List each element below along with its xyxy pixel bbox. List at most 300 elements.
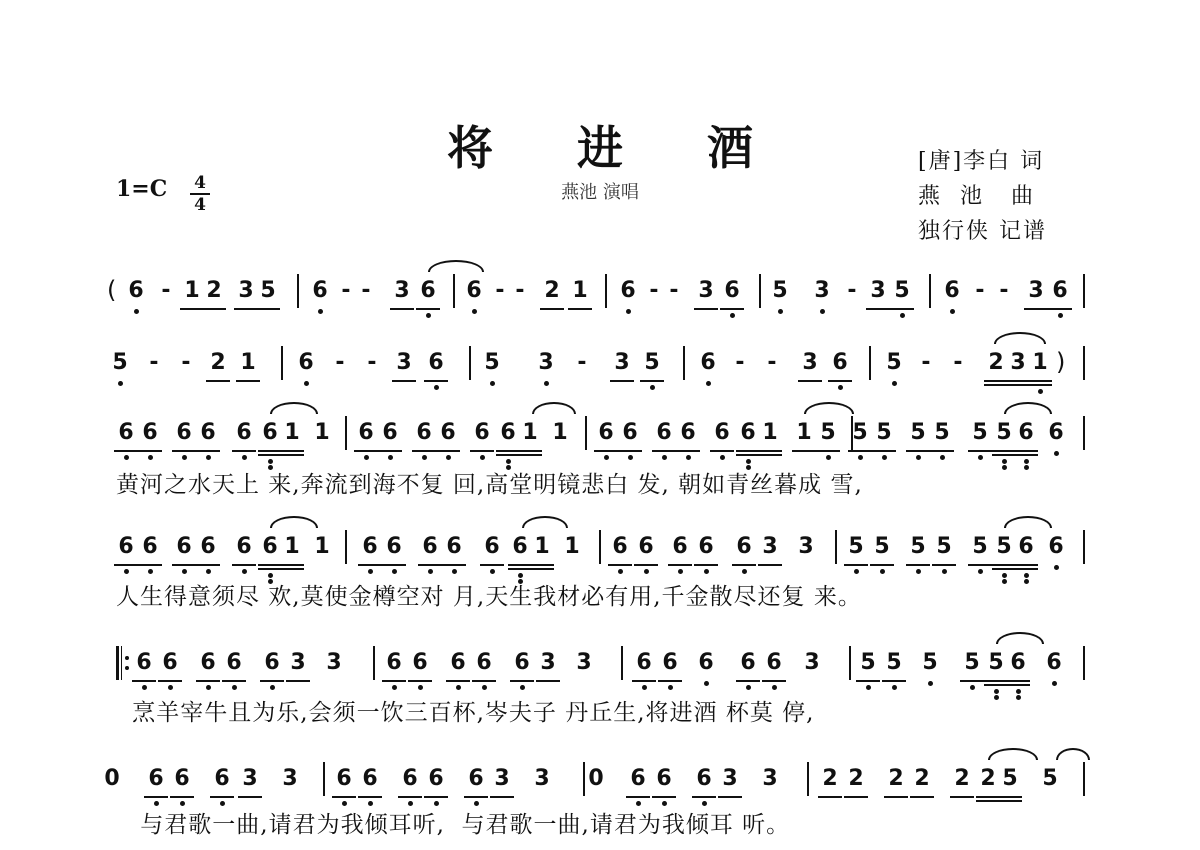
slur-arc — [428, 260, 484, 272]
note: 6 — [142, 420, 158, 445]
meter-top: 4 — [194, 173, 206, 193]
underline — [132, 680, 156, 682]
octave-dot — [950, 309, 955, 314]
dash-extension: - — [335, 350, 345, 375]
note: 6 — [446, 534, 462, 559]
meter-bottom: 4 — [194, 195, 206, 215]
octave-dot — [318, 309, 323, 314]
note: 6 — [386, 534, 402, 559]
note: 2 — [888, 766, 904, 791]
dash-extension: - — [735, 350, 745, 375]
underline — [870, 564, 894, 566]
note: 6 — [500, 420, 516, 445]
octave-dot — [838, 385, 843, 390]
dash-extension: - — [181, 350, 191, 375]
octave-dot — [826, 455, 831, 460]
underline — [1006, 384, 1030, 386]
octave-dot — [232, 685, 237, 690]
octave-dot — [418, 685, 423, 690]
note: 6 — [174, 766, 190, 791]
underline — [668, 564, 692, 566]
note: 5 — [996, 420, 1012, 445]
octave-dot — [456, 685, 461, 690]
dash-extension: - — [847, 278, 857, 303]
note: 5 — [910, 534, 926, 559]
key-signature: 1=C — [116, 176, 168, 202]
underline — [758, 450, 782, 452]
barline — [1083, 274, 1085, 308]
octave-dot — [134, 309, 139, 314]
note: 6 — [200, 420, 216, 445]
transcriber-credit: 独行侠 记谱 — [918, 219, 1047, 244]
note: 1 — [534, 534, 550, 559]
octave-dot — [206, 569, 211, 574]
barline — [469, 346, 471, 380]
underline — [828, 380, 852, 382]
underline — [658, 680, 682, 682]
note: 5 — [848, 534, 864, 559]
underline — [866, 308, 890, 310]
underline — [884, 796, 908, 798]
underline — [138, 450, 162, 452]
underline — [968, 450, 992, 452]
note: 6 — [698, 650, 714, 675]
note: 5 — [820, 420, 836, 445]
note: 3 — [538, 350, 554, 375]
note: 6 — [740, 650, 756, 675]
underline — [540, 308, 564, 310]
underline — [1028, 380, 1052, 382]
underline — [408, 680, 432, 682]
barline — [605, 274, 607, 308]
octave-dot — [482, 685, 487, 690]
note: 3 — [534, 766, 550, 791]
octave-dot — [142, 685, 147, 690]
note: 6 — [382, 420, 398, 445]
octave-dot — [472, 309, 477, 314]
slur-arc — [270, 402, 318, 414]
note: 5 — [860, 650, 876, 675]
underline — [280, 564, 304, 566]
note: 6 — [298, 350, 314, 375]
lyric-line-1: 黄河之水天上 来,奔流到海不复 回,高堂明镜悲白 发, 朝如青丝暮成 雪, — [116, 472, 863, 498]
underline — [694, 308, 718, 310]
underline — [984, 380, 1008, 382]
octave-dot — [900, 313, 905, 318]
underline — [792, 450, 816, 452]
note: 1 — [1032, 350, 1048, 375]
slur-arc — [996, 632, 1044, 644]
note: 5 — [894, 278, 910, 303]
note: 6 — [416, 420, 432, 445]
underline — [1006, 684, 1030, 686]
underline — [490, 796, 514, 798]
underline — [932, 564, 956, 566]
underline — [496, 454, 520, 456]
underline — [172, 564, 196, 566]
octave-dot — [168, 685, 173, 690]
note: 1 — [796, 420, 812, 445]
underline — [976, 800, 1000, 802]
underline — [442, 564, 466, 566]
note: 5 — [874, 534, 890, 559]
note: 5 — [112, 350, 128, 375]
note: 5 — [996, 534, 1012, 559]
note: 5 — [910, 420, 926, 445]
underline — [258, 564, 282, 566]
octave-dot — [628, 455, 633, 460]
octave-dot — [858, 455, 863, 460]
note: 6 — [474, 420, 490, 445]
octave-dot — [392, 685, 397, 690]
octave-dot — [720, 455, 725, 460]
barline — [1083, 530, 1085, 564]
octave-dot — [746, 459, 751, 464]
barline — [297, 274, 299, 308]
octave-dot — [866, 685, 871, 690]
octave-dot — [242, 569, 247, 574]
note: 6 — [698, 534, 714, 559]
note: 6 — [440, 420, 456, 445]
underline — [172, 450, 196, 452]
octave-dot — [820, 309, 825, 314]
underline — [196, 564, 220, 566]
underline — [1014, 568, 1038, 570]
note: 3 — [576, 650, 592, 675]
octave-dot — [1052, 681, 1057, 686]
octave-dot — [678, 569, 683, 574]
barline — [849, 646, 851, 680]
underline — [114, 564, 138, 566]
note: 6 — [476, 650, 492, 675]
barline — [869, 346, 871, 380]
underline — [968, 564, 992, 566]
underline — [256, 308, 280, 310]
note: 5 — [936, 534, 952, 559]
underline — [890, 308, 914, 310]
note: 5 — [772, 278, 788, 303]
underline — [568, 308, 592, 310]
note: 1 — [314, 420, 330, 445]
note: 6 — [620, 278, 636, 303]
underline — [652, 450, 676, 452]
octave-dot — [916, 569, 921, 574]
note: 3 — [1010, 350, 1026, 375]
barline — [1083, 346, 1085, 380]
parenthesis: ( — [107, 276, 117, 304]
barline — [1083, 762, 1085, 796]
note: 2 — [210, 350, 226, 375]
dash-extension: - — [361, 278, 371, 303]
score-row-4 — [0, 534, 1200, 584]
octave-dot — [206, 685, 211, 690]
underline — [258, 454, 282, 456]
underline — [652, 796, 676, 798]
note: 6 — [264, 650, 280, 675]
octave-dot — [854, 569, 859, 574]
underline — [196, 680, 220, 682]
underline — [732, 564, 756, 566]
note: 6 — [766, 650, 782, 675]
octave-dot — [668, 685, 673, 690]
time-signature — [190, 175, 210, 213]
underline — [472, 680, 496, 682]
octave-dot — [480, 455, 485, 460]
underline — [518, 454, 542, 456]
underline — [258, 568, 282, 570]
underline — [610, 380, 634, 382]
octave-dot — [490, 569, 495, 574]
note: 6 — [386, 650, 402, 675]
underline — [818, 796, 842, 798]
octave-dot — [1024, 579, 1029, 584]
dash-extension: - — [149, 350, 159, 375]
underline — [906, 564, 930, 566]
octave-dot — [1024, 573, 1029, 578]
underline — [882, 680, 906, 682]
underline — [692, 796, 716, 798]
underline — [1014, 564, 1038, 566]
score-row-2 — [0, 350, 1200, 400]
barline — [453, 274, 455, 308]
note: 2 — [822, 766, 838, 791]
underline — [992, 454, 1016, 456]
underline — [984, 684, 1008, 686]
octave-dot — [268, 459, 273, 464]
underline — [260, 680, 284, 682]
underline — [280, 450, 304, 452]
octave-dot — [928, 681, 933, 686]
note: 2 — [544, 278, 560, 303]
slur-arc — [1004, 516, 1052, 528]
underline — [508, 564, 532, 566]
note: 1 — [572, 278, 588, 303]
underline — [480, 564, 504, 566]
underline — [138, 564, 162, 566]
note: 5 — [886, 650, 902, 675]
dash-extension: - — [495, 278, 505, 303]
underline — [436, 450, 460, 452]
note: 6 — [1018, 420, 1034, 445]
underline — [1048, 308, 1072, 310]
note: 5 — [1042, 766, 1058, 791]
underline — [992, 450, 1016, 452]
note: 5 — [934, 420, 950, 445]
dash-extension: - — [767, 350, 777, 375]
octave-dot — [544, 381, 549, 386]
barline — [807, 762, 809, 796]
octave-dot — [428, 569, 433, 574]
lyricist-credit: [唐]李白 词 — [918, 149, 1045, 174]
note: 1 — [762, 420, 778, 445]
note: 6 — [312, 278, 328, 303]
dash-extension: - — [515, 278, 525, 303]
octave-dot — [942, 569, 947, 574]
note: 3 — [238, 278, 254, 303]
note: 6 — [450, 650, 466, 675]
note: 3 — [242, 766, 258, 791]
note: 3 — [614, 350, 630, 375]
octave-dot — [1002, 579, 1007, 584]
underline — [530, 568, 554, 570]
note: 5 — [876, 420, 892, 445]
note: 6 — [128, 278, 144, 303]
underline — [258, 450, 282, 452]
note: 6 — [740, 420, 756, 445]
underline — [210, 796, 234, 798]
note: 6 — [214, 766, 230, 791]
note: 3 — [1028, 278, 1044, 303]
note: 6 — [466, 278, 482, 303]
note: 6 — [1048, 420, 1064, 445]
note: 6 — [656, 766, 672, 791]
slur-arc — [988, 748, 1038, 760]
note: 3 — [540, 650, 556, 675]
parenthesis: ) — [1056, 348, 1066, 376]
underline — [222, 680, 246, 682]
note: 1 — [314, 534, 330, 559]
note: 6 — [148, 766, 164, 791]
note: 6 — [118, 534, 134, 559]
note: 6 — [176, 420, 192, 445]
underline — [508, 568, 532, 570]
underline — [608, 564, 632, 566]
note: 5 — [988, 650, 1004, 675]
note: 6 — [622, 420, 638, 445]
octave-dot — [746, 685, 751, 690]
note: 6 — [236, 420, 252, 445]
note: 6 — [142, 534, 158, 559]
underline — [358, 564, 382, 566]
underline — [286, 680, 310, 682]
octave-dot — [892, 685, 897, 690]
underline — [998, 796, 1022, 798]
underline — [206, 380, 230, 382]
note: 6 — [1018, 534, 1034, 559]
note: 6 — [832, 350, 848, 375]
note: 3 — [762, 766, 778, 791]
note: 6 — [162, 650, 178, 675]
note: 6 — [420, 278, 436, 303]
slur-arc — [1056, 748, 1090, 760]
note: 3 — [282, 766, 298, 791]
lyric-line-2: 人生得意须尽 欢,莫使金樽空对 月,天生我材必有用,千金散尽还复 来。 — [116, 584, 862, 610]
note: 6 — [136, 650, 152, 675]
octave-dot — [1054, 451, 1059, 456]
note: 6 — [724, 278, 740, 303]
octave-dot — [1054, 565, 1059, 570]
dash-extension: - — [161, 278, 171, 303]
underline — [758, 454, 782, 456]
note: 5 — [964, 650, 980, 675]
note: 6 — [336, 766, 352, 791]
note: 3 — [722, 766, 738, 791]
note: 6 — [358, 420, 374, 445]
underline — [418, 564, 442, 566]
octave-dot — [742, 569, 747, 574]
note: 6 — [1048, 534, 1064, 559]
octave-dot — [882, 455, 887, 460]
underline — [694, 564, 718, 566]
underline — [390, 308, 414, 310]
underline — [470, 450, 494, 452]
note: 6 — [176, 534, 192, 559]
note: 6 — [412, 650, 428, 675]
note: 6 — [662, 650, 678, 675]
underline — [998, 800, 1022, 802]
note: 3 — [870, 278, 886, 303]
note: 6 — [200, 650, 216, 675]
dash-extension: - — [341, 278, 351, 303]
octave-dot — [1016, 695, 1021, 700]
underline — [1024, 308, 1048, 310]
octave-dot — [604, 455, 609, 460]
note: 3 — [326, 650, 342, 675]
barline — [345, 416, 347, 450]
barline — [929, 274, 931, 308]
note: 2 — [914, 766, 930, 791]
note: 3 — [798, 534, 814, 559]
note: 0 — [588, 766, 604, 791]
underline — [718, 796, 742, 798]
octave-dot — [1002, 465, 1007, 470]
barline — [599, 530, 601, 564]
note: 6 — [402, 766, 418, 791]
octave-dot — [892, 381, 897, 386]
octave-dot — [206, 455, 211, 460]
note: 3 — [762, 534, 778, 559]
octave-dot — [392, 569, 397, 574]
underline — [1006, 680, 1030, 682]
underline — [518, 450, 542, 452]
barline — [759, 274, 761, 308]
underline — [382, 564, 406, 566]
note: 5 — [886, 350, 902, 375]
octave-dot — [118, 381, 123, 386]
underline — [232, 564, 256, 566]
note: 6 — [262, 534, 278, 559]
octave-dot — [304, 381, 309, 386]
octave-dot — [364, 455, 369, 460]
octave-dot — [182, 569, 187, 574]
barline — [323, 762, 325, 796]
note: 3 — [698, 278, 714, 303]
underline — [992, 568, 1016, 570]
barline — [621, 646, 623, 680]
octave-dot — [704, 681, 709, 686]
underline — [640, 380, 664, 382]
note: 5 — [852, 420, 868, 445]
octave-dot — [124, 455, 129, 460]
lyric-line-3: 烹羊宰牛且为乐,会须一饮三百杯,岑夫子 丹丘生,将进酒 杯莫 停, — [124, 700, 815, 726]
note: 6 — [656, 420, 672, 445]
underline — [446, 680, 470, 682]
underline — [234, 308, 258, 310]
underline — [180, 308, 204, 310]
underline — [424, 380, 448, 382]
underline — [618, 450, 642, 452]
note: 5 — [972, 420, 988, 445]
score-row-5 — [0, 650, 1200, 700]
underline — [736, 454, 760, 456]
note: 6 — [714, 420, 730, 445]
underline — [114, 450, 138, 452]
underline — [758, 564, 782, 566]
note: 6 — [736, 534, 752, 559]
note: 2 — [988, 350, 1004, 375]
octave-dot — [978, 569, 983, 574]
barline — [1083, 646, 1085, 680]
